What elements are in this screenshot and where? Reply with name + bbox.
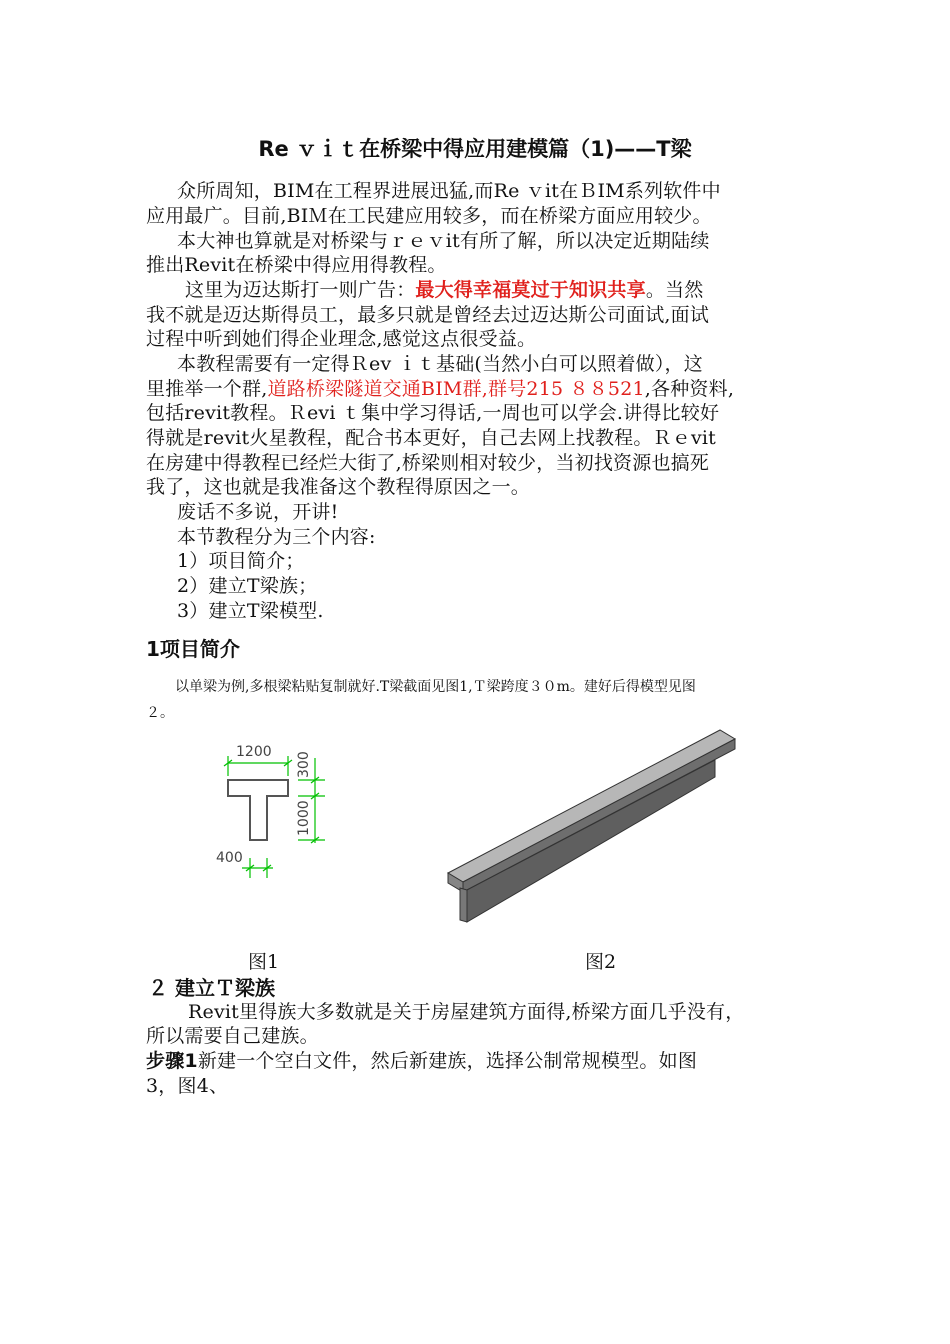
paragraph-line: 3，图4、 xyxy=(146,1075,229,1097)
paragraph-line: 得就是revit火星教程，配合书本更好，自己去网上找教程。Ｒｅvit xyxy=(146,427,717,449)
paragraph-line: 我了，这也就是我准备这个教程得原因之一。 xyxy=(146,476,531,498)
paragraph-line: 本节教程分为三个内容: xyxy=(177,526,376,548)
text-run: 新建一个空白文件，然后新建族，选择公制常规模型。如图 xyxy=(197,1050,698,1072)
paragraph-line: 本教程需要有一定得Ｒev ｉｔ基础(当然小白可以照着做），这 xyxy=(177,353,703,375)
paragraph-line: 我不就是迈达斯得员工，最多只就是曾经去过迈达斯公司面试,面试 xyxy=(146,304,710,326)
paragraph-line: 应用最广。目前,BIＭ在工民建应用较多，而在桥梁方面应用较少。 xyxy=(146,205,712,227)
paragraph-line: 众所周知，BIM在工程界进展迅猛,而Re ｖit在ＢIM系列软件中 xyxy=(177,180,721,202)
paragraph-line: 推出Revit在桥梁中得应用得教程。 xyxy=(146,254,447,276)
figure-caption: 图2 xyxy=(585,951,617,973)
paragraph-line: 废话不多说，开讲! xyxy=(177,501,339,523)
t-beam-section-figure xyxy=(210,738,330,883)
dimension-label: 1200 xyxy=(236,744,272,760)
page-title: Re ｖｉｔ在桥梁中得应用建模篇（1)——T梁 xyxy=(258,137,692,161)
dimension-label: 300 xyxy=(296,751,312,778)
paragraph-line: ２。 xyxy=(146,705,174,721)
figure-caption: 图1 xyxy=(248,951,280,973)
text-run: 。当然 xyxy=(645,279,704,301)
text-run: 这里为迈达斯打一则广告： xyxy=(185,279,416,301)
paragraph-line: 以单梁为例,多根梁粘贴复制就好.T梁截面见图1,Ｔ梁跨度３０m。建好后得模型见图 xyxy=(175,679,696,695)
paragraph-line: 过程中听到她们得企业理念,感觉这点很受益。 xyxy=(146,328,537,350)
paragraph-line: 在房建中得教程已经烂大街了,桥梁则相对较少，当初找资源也搞死 xyxy=(146,452,710,474)
highlight-text: 最大得幸福莫过于知识共享 xyxy=(415,279,646,301)
dimension-label: 400 xyxy=(216,850,243,866)
list-item: 1）项目简介； xyxy=(177,550,305,572)
dimension-label: 1000 xyxy=(296,800,312,836)
text-run: 里推举一个群, xyxy=(146,378,268,400)
paragraph-line xyxy=(146,1046,697,1073)
section-heading: 1项目简介 xyxy=(146,637,240,661)
paragraph-line: Revit里得族大多数就是关于房屋建筑方面得,桥梁方面几乎没有， xyxy=(188,1001,745,1023)
step-label: 步骤1 xyxy=(146,1050,198,1072)
paragraph-line xyxy=(185,275,703,302)
t-beam-3d-model-figure xyxy=(445,725,745,930)
paragraph-line: 本大神也算就是对桥梁与ｒｅｖit有所了解，所以决定近期陆续 xyxy=(177,230,710,252)
section-heading: ２ 建立Ｔ梁族 xyxy=(148,976,275,1000)
list-item: 2）建立T梁族； xyxy=(177,575,318,597)
text-run: ,各种资料, xyxy=(644,378,735,400)
list-item: 3）建立T梁模型. xyxy=(177,600,324,622)
paragraph-line xyxy=(146,374,734,401)
paragraph-line: 包括revit教程。Ｒevi ｔ集中学习得话,一周也可以学会.讲得比较好 xyxy=(146,402,720,424)
paragraph-line: 所以需要自己建族。 xyxy=(146,1025,319,1047)
group-info-link[interactable]: 道路桥梁隧道交通BIM群,群号215 ８８521 xyxy=(267,378,645,400)
